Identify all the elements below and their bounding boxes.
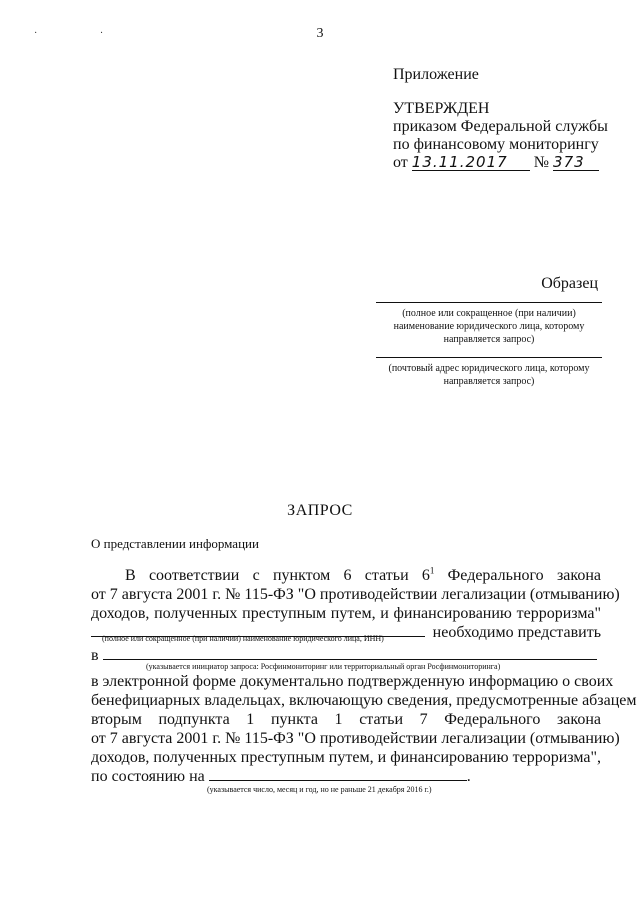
body-paragraph-1 xyxy=(91,565,620,642)
handwritten-number: 373 xyxy=(553,154,599,171)
body-paragraph-2 xyxy=(91,672,637,786)
date-caption: (указывается число, месяц и год, но не раньше 21 декабря 2016 г.) xyxy=(207,785,432,794)
approval-date-line xyxy=(393,154,608,172)
document-title: ЗАПРОС xyxy=(287,502,353,519)
sample-label: Образец xyxy=(541,275,598,292)
initiator-caption: (указывается инициатор запроса: Росфинмониторинг или территориальный орган Росфинмониторинга) xyxy=(146,662,501,671)
approved-label: УТВЕРЖДЕН xyxy=(393,100,490,117)
recipient-name-field xyxy=(376,302,602,346)
to-label: в xyxy=(91,647,99,664)
document-subject: О представлении информации xyxy=(91,536,259,551)
body-line-1: В соответствии с пунктом 6 статьи $6^1$ Федерального закона xyxy=(125,565,601,584)
body-line-9: от 7 августа 2001 г. № 115-ФЗ "О противодействии легализации (отмыванию) xyxy=(91,730,620,747)
appendix-label: Приложение xyxy=(393,66,479,83)
recipient-address-field xyxy=(376,357,602,388)
recipient-name-caption-1: (полное или сокращенное (при наличии) xyxy=(402,308,576,319)
body-line-4: необходимо представить xyxy=(91,623,601,642)
body-line-8: вторым подпункта 1 пункта 1 статьи 7 Федерального закона xyxy=(91,711,601,728)
approval-line-1: приказом Федеральной службы xyxy=(393,118,608,135)
recipient-name-caption-3: направляется запрос) xyxy=(443,334,535,345)
approval-block xyxy=(393,66,608,172)
page-number: 3 xyxy=(316,26,324,41)
as-of-date-blank xyxy=(209,780,467,781)
recipient-name-rule xyxy=(376,302,602,303)
recipient-address-caption-2: направляется запрос) xyxy=(443,376,535,387)
recipient-name-caption-2: наименование юридического лица, которому xyxy=(393,321,585,332)
initiator-blank xyxy=(103,659,597,660)
handwritten-date: 13.11.2017 xyxy=(412,154,530,171)
body-line-11: по состоянию на . xyxy=(91,768,471,785)
approval-line-2: по финансовому мониторингу xyxy=(393,136,599,153)
recipient-address-rule xyxy=(376,357,602,358)
body-line-3: доходов, полученных преступным путем, и финансированию терроризма" xyxy=(91,605,601,622)
body-line-10: доходов, полученных преступным путем, и финансированию терроризма", xyxy=(91,749,601,766)
body-line-2: от 7 августа 2001 г. № 115-ФЗ "О противодействии легализации (отмыванию) xyxy=(91,586,620,603)
body-line-7: бенефициарных владельцах, включающую сведения, предусмотренные абзацем xyxy=(91,692,637,709)
recipient-address-caption-1: (почтовый адрес юридического лица, которому xyxy=(388,363,590,374)
body-line-6: в электронной форме документально подтвержденную информацию о своих xyxy=(91,673,614,690)
entity-caption: (полное или сокращенное (при наличии) наименование юридического лица, ИНН) xyxy=(102,634,384,643)
number-label: № xyxy=(533,154,550,171)
scan-marks: · · xyxy=(34,28,134,39)
from-label: от xyxy=(393,154,408,171)
